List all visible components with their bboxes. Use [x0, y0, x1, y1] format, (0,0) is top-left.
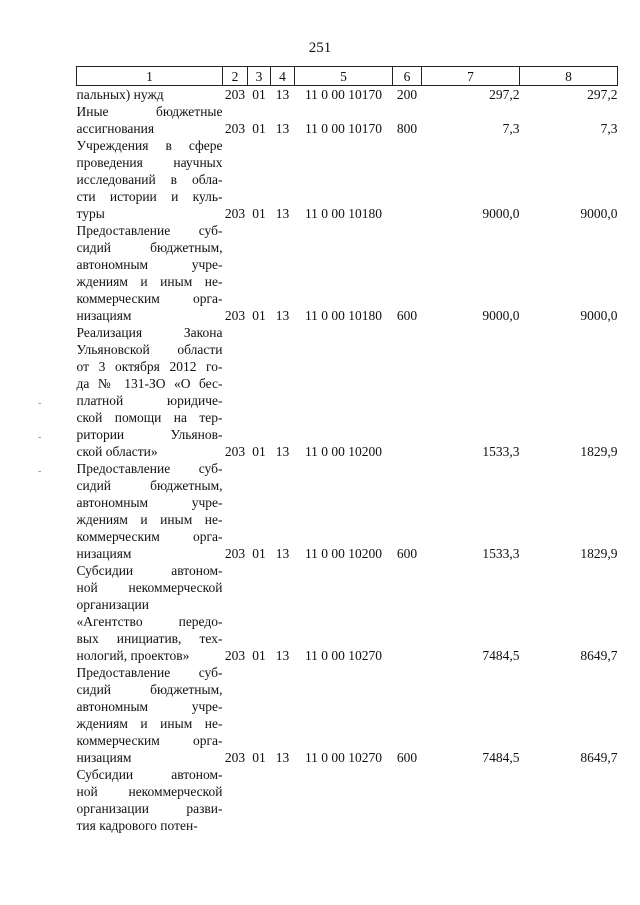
item-name-line: Субсидии автоном- — [76, 767, 223, 782]
cell-col-4: 13 — [275, 444, 290, 459]
cell-item-name — [77, 664, 223, 766]
cell-col-2 — [223, 766, 248, 834]
cell-amount-col-8: 1829,9 — [580, 444, 618, 459]
page-number: 251 — [308, 40, 332, 56]
item-name-line: ждениям и иным не- — [76, 274, 223, 289]
cell-amount-col-8: 7,3 — [600, 121, 618, 136]
item-name-line: ритории Ульянов- — [76, 427, 223, 442]
cell-target-code — [295, 766, 393, 834]
column-header: 7 — [422, 67, 520, 86]
item-name-line: пальных) нужд — [76, 87, 164, 102]
item-name-line: туры — [76, 206, 105, 221]
cell-amount-col-7: 9000,0 — [482, 206, 520, 221]
column-header: 3 — [248, 67, 271, 86]
cell-amount-col-8: 1829,9 — [580, 546, 618, 561]
cell-col-2: 203 — [224, 546, 246, 561]
cell-amount-col-8: 8649,7 — [580, 648, 618, 663]
cell-expense-type: 200 — [396, 87, 418, 102]
cell-amount-col-7: 297,2 — [489, 87, 520, 102]
cell-col-3: 01 — [252, 308, 266, 323]
cell-item-name — [77, 324, 223, 460]
cell-col-3: 01 — [252, 648, 266, 663]
cell-col-2: 203 — [224, 444, 246, 459]
cell-col-2: 203 — [224, 648, 246, 663]
item-name-line: организации — [76, 597, 149, 612]
cell-expense-type: 600 — [396, 546, 418, 561]
cell-col-3: 01 — [252, 206, 266, 221]
table-row — [77, 766, 618, 834]
cell-target-code: 11 0 00 10200 — [304, 444, 383, 459]
column-header: 8 — [520, 67, 618, 86]
scan-speck: - — [38, 466, 42, 477]
item-name-line: коммерческим орга- — [76, 733, 223, 748]
cell-expense-type — [393, 562, 422, 664]
item-name-line: Учреждения в сфере — [76, 138, 223, 153]
cell-col-4: 13 — [275, 206, 290, 221]
column-header: 4 — [271, 67, 295, 86]
table-row — [77, 324, 618, 460]
cell-expense-type — [393, 766, 422, 834]
item-name-line: ждениям и иным не- — [76, 716, 223, 731]
column-header: 2 — [223, 67, 248, 86]
cell-col-3: 01 — [252, 750, 266, 765]
item-name-line: ской области» — [76, 444, 158, 459]
item-name-line: сидий бюджетным, — [76, 682, 223, 697]
item-name-line: Предоставление суб- — [76, 665, 223, 680]
cell-col-4: 13 — [275, 750, 290, 765]
item-name-line: «Агентство передо- — [76, 614, 223, 629]
cell-target-code: 11 0 00 10270 — [304, 648, 383, 663]
cell-item-name — [77, 460, 223, 562]
cell-col-4: 13 — [275, 648, 290, 663]
table-row — [77, 137, 618, 222]
cell-col-3: 01 — [252, 121, 266, 136]
cell-col-4 — [271, 766, 295, 834]
cell-amount-col-8: 9000,0 — [580, 308, 618, 323]
item-name-line: сти истории и куль- — [76, 189, 223, 204]
cell-col-4: 13 — [275, 546, 290, 561]
item-name-line: автономным учре- — [76, 257, 223, 272]
item-name-line: Субсидии автоном- — [76, 563, 223, 578]
cell-target-code: 11 0 00 10170 — [304, 121, 383, 136]
item-name-line: сидий бюджетным, — [76, 478, 223, 493]
item-name-line: ской помощи на тер- — [76, 410, 223, 425]
table-row — [77, 86, 618, 104]
item-name-line: проведения научных — [76, 155, 223, 170]
column-header: 1 — [77, 67, 223, 86]
cell-col-4: 13 — [275, 308, 290, 323]
cell-amount-col-8: 8649,7 — [580, 750, 618, 765]
table-row — [77, 664, 618, 766]
cell-amount-col-7: 7,3 — [502, 121, 520, 136]
cell-target-code: 11 0 00 10170 — [304, 87, 383, 102]
cell-amount-col-8 — [520, 766, 618, 834]
item-name-line: от 3 октября 2012 го- — [76, 359, 223, 374]
cell-item-name — [77, 137, 223, 222]
item-name-line: организации разви- — [76, 801, 223, 816]
budget-table — [76, 66, 618, 834]
item-name-line: коммерческим орга- — [76, 291, 223, 306]
column-header: 6 — [393, 67, 422, 86]
cell-item-name — [77, 86, 223, 104]
cell-col-2: 203 — [224, 121, 246, 136]
item-name-line: нологий, проектов» — [76, 648, 190, 663]
cell-item-name — [77, 222, 223, 324]
item-name-line: автономным учре- — [76, 699, 223, 714]
item-name-line: автономным учре- — [76, 495, 223, 510]
cell-col-2: 203 — [224, 206, 246, 221]
cell-expense-type: 600 — [396, 750, 418, 765]
cell-amount-col-7: 1533,3 — [482, 546, 520, 561]
item-name-line: Предоставление суб- — [76, 223, 223, 238]
table-body — [77, 86, 618, 835]
item-name-line: низациям — [76, 308, 132, 323]
cell-expense-type: 600 — [396, 308, 418, 323]
cell-col-4: 13 — [275, 121, 290, 136]
scan-speck: - — [38, 432, 42, 443]
cell-col-2: 203 — [224, 308, 246, 323]
cell-col-3: 01 — [252, 444, 266, 459]
item-name-line: Иные бюджетные — [76, 104, 223, 119]
item-name-line: ной некоммерческой — [76, 784, 223, 799]
table-header-row — [77, 67, 618, 86]
item-name-line: Предоставление суб- — [76, 461, 223, 476]
item-name-line: ждениям и иным не- — [76, 512, 223, 527]
item-name-line: Реализация Закона — [76, 325, 223, 340]
cell-item-name — [77, 766, 223, 834]
item-name-line: низациям — [76, 546, 132, 561]
item-name-line: да № 131-ЗО «О бес- — [76, 376, 223, 391]
table-row — [77, 460, 618, 562]
item-name-line: платной юридиче- — [76, 393, 223, 408]
item-name-line: ассигнования — [76, 121, 155, 136]
cell-target-code: 11 0 00 10200 — [304, 546, 383, 561]
item-name-line: коммерческим орга- — [76, 529, 223, 544]
cell-col-2: 203 — [224, 87, 246, 102]
cell-target-code: 11 0 00 10180 — [304, 308, 383, 323]
cell-col-4: 13 — [275, 87, 290, 102]
cell-amount-col-8: 9000,0 — [580, 206, 618, 221]
cell-col-3 — [248, 766, 271, 834]
item-name-line: вых инициатив, тех- — [76, 631, 223, 646]
cell-item-name — [77, 562, 223, 664]
cell-amount-col-7: 1533,3 — [482, 444, 520, 459]
item-name-line: исследований в обла- — [76, 172, 223, 187]
cell-expense-type — [393, 324, 422, 460]
item-name-line: Ульяновской области — [76, 342, 223, 357]
item-name-line: сидий бюджетным, — [76, 240, 223, 255]
cell-target-code: 11 0 00 10270 — [304, 750, 383, 765]
cell-col-3: 01 — [252, 546, 266, 561]
item-name-line: тия кадрового потен- — [76, 818, 198, 833]
cell-col-3: 01 — [252, 87, 266, 102]
cell-amount-col-7: 7484,5 — [482, 750, 520, 765]
cell-amount-col-7: 7484,5 — [482, 648, 520, 663]
cell-item-name — [77, 103, 223, 137]
cell-amount-col-8: 297,2 — [587, 87, 618, 102]
table-row — [77, 222, 618, 324]
column-header: 5 — [295, 67, 393, 86]
cell-col-2: 203 — [224, 750, 246, 765]
cell-amount-col-7: 9000,0 — [482, 308, 520, 323]
cell-target-code: 11 0 00 10180 — [304, 206, 383, 221]
cell-expense-type — [393, 137, 422, 222]
item-name-line: низациям — [76, 750, 132, 765]
scan-speck: - — [38, 398, 42, 409]
cell-amount-col-7 — [422, 766, 520, 834]
table-row — [77, 103, 618, 137]
cell-expense-type: 800 — [396, 121, 418, 136]
table-row — [77, 562, 618, 664]
item-name-line: ной некоммерческой — [76, 580, 223, 595]
